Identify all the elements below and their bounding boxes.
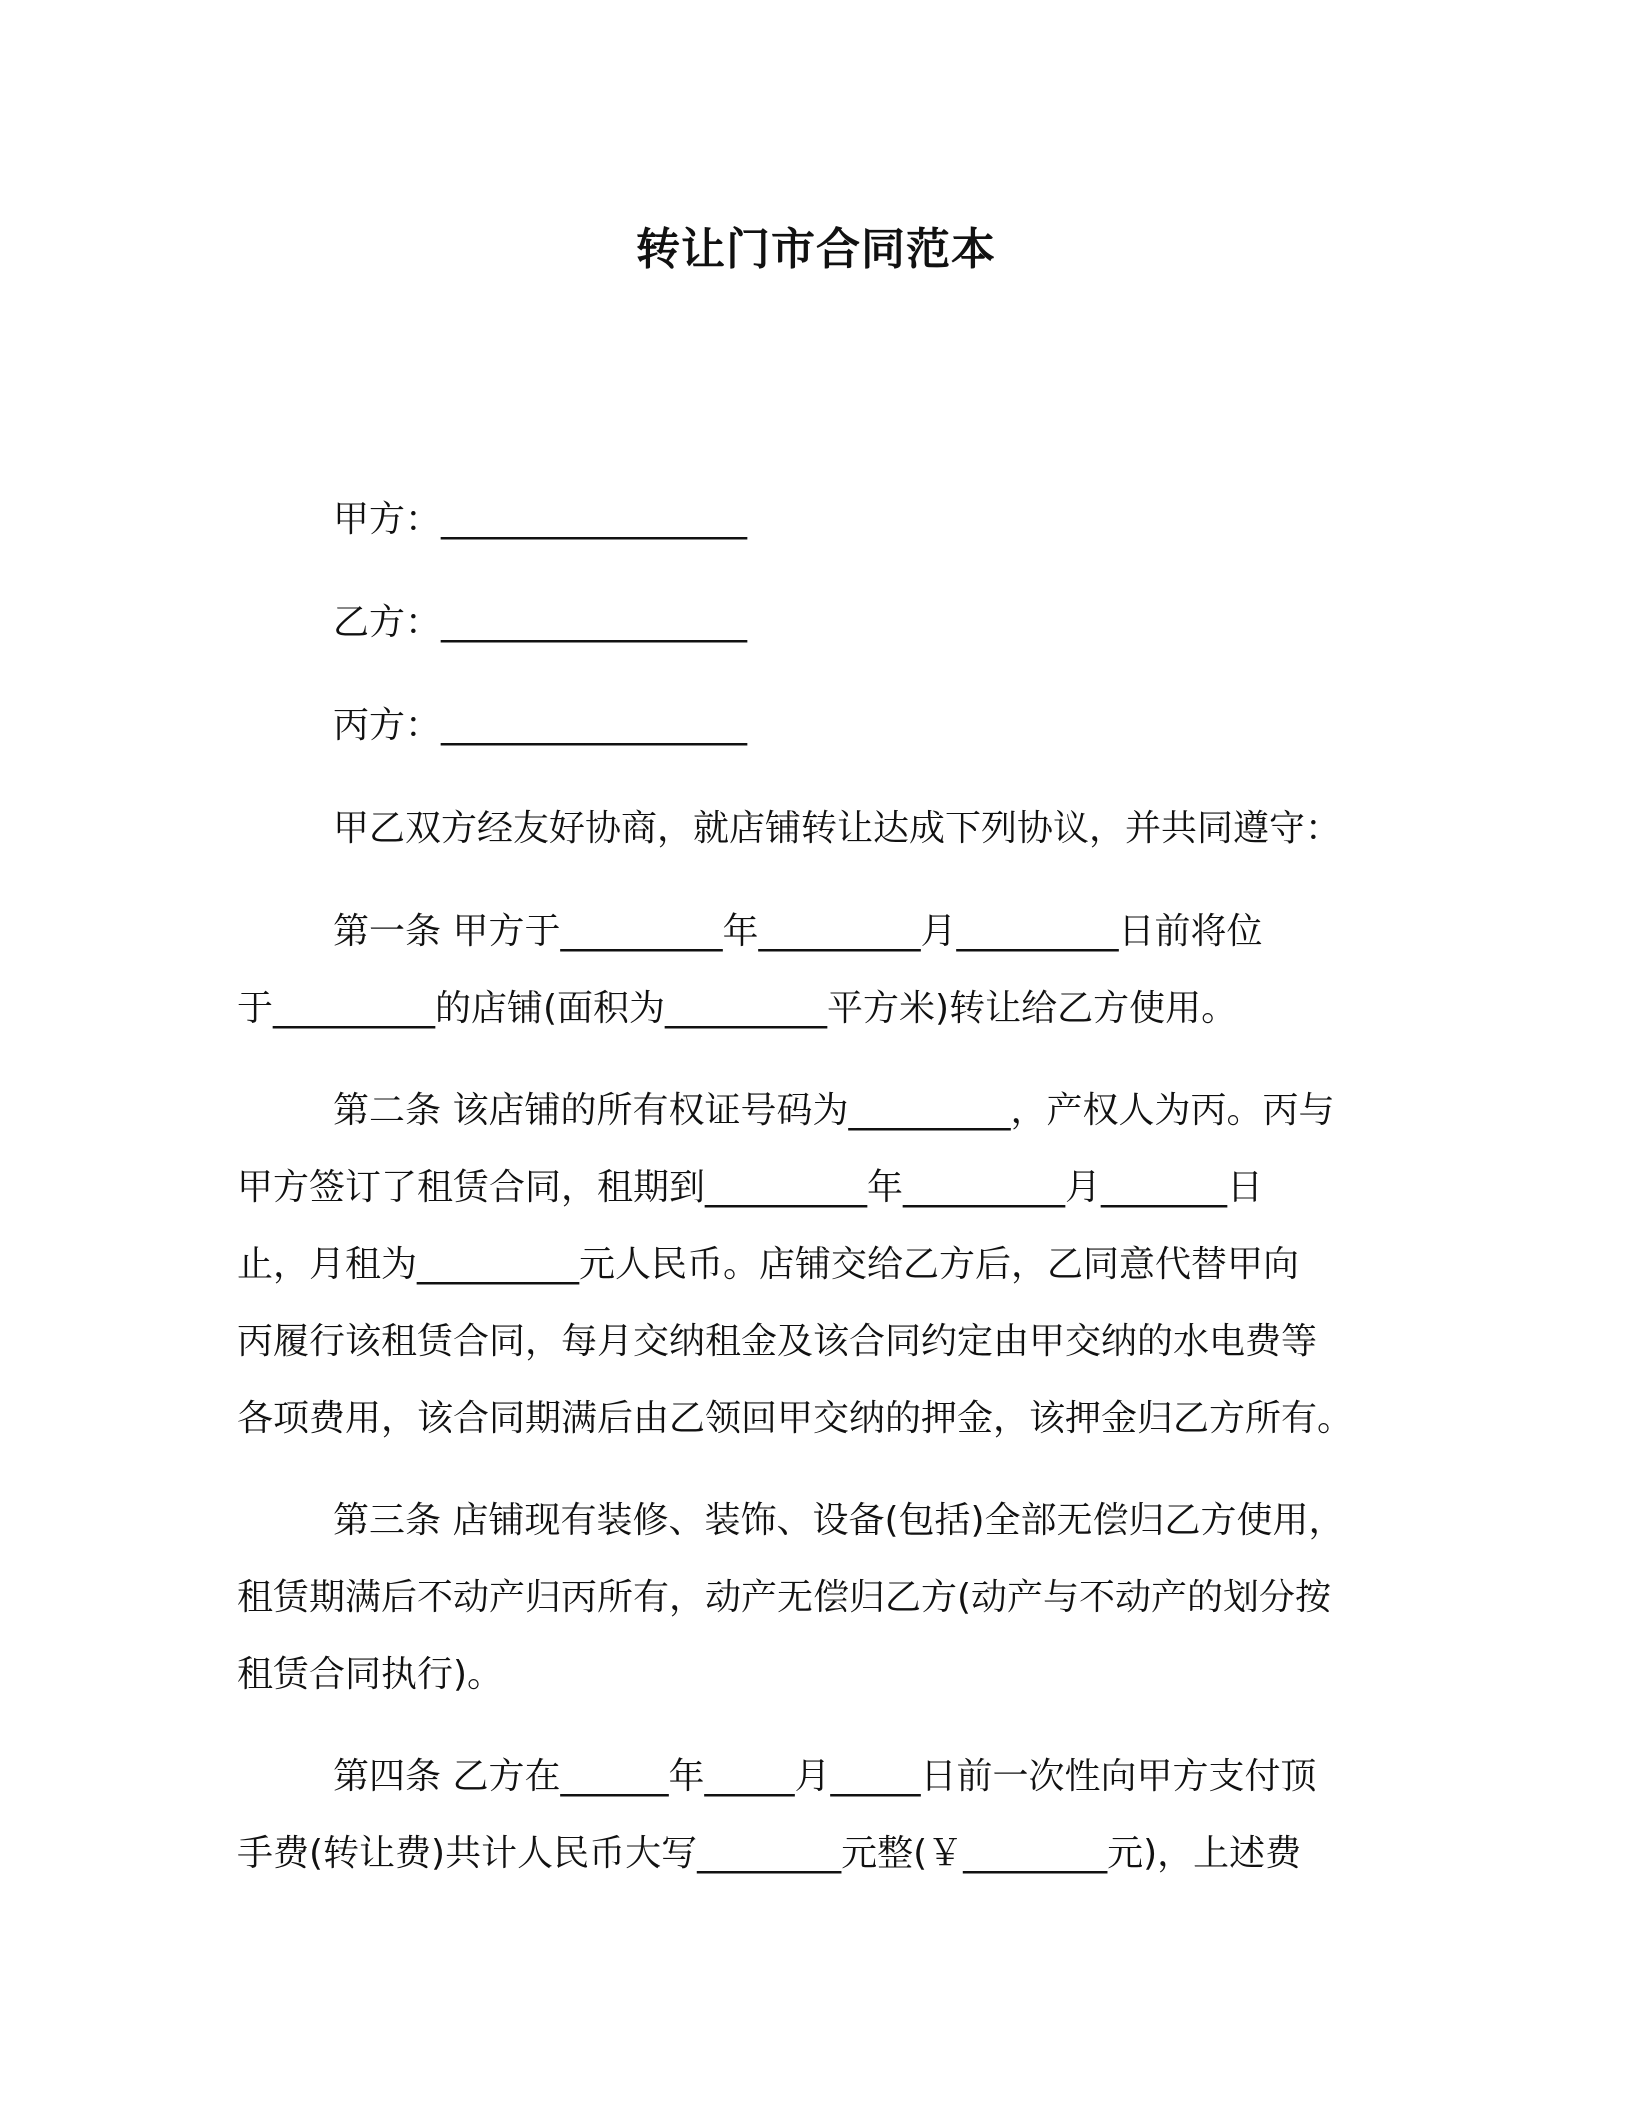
document-title: 转让门市合同范本 — [636, 224, 996, 275]
preamble-line: 甲乙双方经友好协商，就店铺转让达成下列协议，并共同遵守： — [333, 808, 1342, 849]
article-1-line-2: 于_________的店铺(面积为_________平方米)转让给乙方使用。 — [237, 988, 1238, 1029]
article-2-line-2: 甲方签订了租赁合同，租期到_________年_________月_______日 — [237, 1167, 1264, 1208]
article-3-line-2: 租赁期满后不动产归丙所有，动产无偿归乙方(动产与不动产的划分按 — [237, 1577, 1332, 1618]
article-3-line-3: 租赁合同执行)。 — [237, 1654, 504, 1695]
article-4-line-1: 第四条 乙方在______年_____月_____日前一次性向甲方支付顶 — [333, 1756, 1317, 1797]
article-2-line-3: 止，月租为_________元人民币。店铺交给乙方后，乙同意代替甲向 — [237, 1244, 1300, 1285]
party-a-line: 甲方：_________________ — [333, 499, 748, 540]
article-2-line-5: 各项费用，该合同期满后由乙领回甲交纳的押金，该押金归乙方所有。 — [237, 1398, 1354, 1439]
article-3-line-1: 第三条 店铺现有装修、装饰、设备(包括)全部无偿归乙方使用， — [333, 1500, 1345, 1541]
article-4-line-2: 手费(转让费)共计人民币大写________元整(￥________元)，上述费 — [237, 1833, 1302, 1874]
article-2-line-1: 第二条 该店铺的所有权证号码为_________，产权人为丙。丙与 — [333, 1090, 1335, 1131]
party-b-line: 乙方：_________________ — [333, 602, 748, 643]
article-2-line-4: 丙履行该租赁合同，每月交纳租金及该合同约定由甲交纳的水电费等 — [237, 1321, 1318, 1362]
article-1-line-1: 第一条 甲方于_________年_________月_________日前将位 — [333, 911, 1263, 952]
party-c-line: 丙方：_________________ — [333, 705, 748, 746]
